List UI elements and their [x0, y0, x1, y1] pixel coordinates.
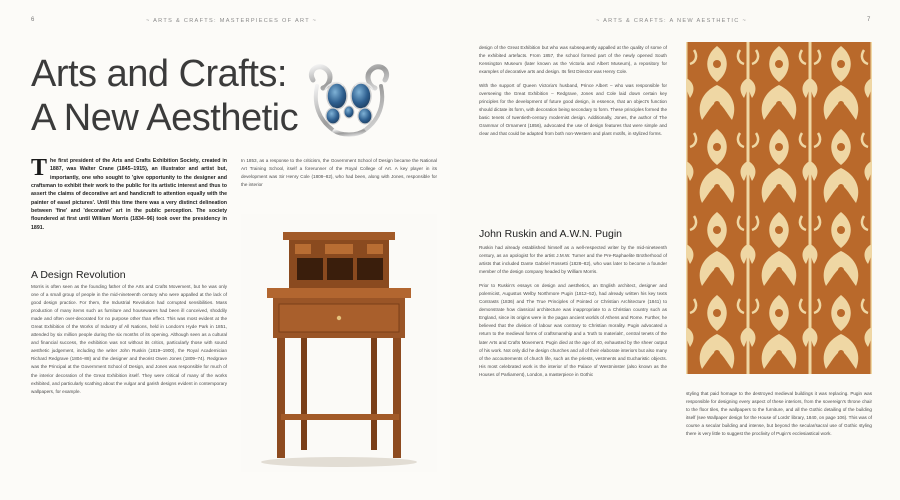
right-running-head: ~ ARTS & CRAFTS: A NEW AESTHETIC ~	[596, 18, 748, 24]
right-page	[450, 0, 900, 500]
ruskin-text-a: Ruskin had already established himself as a well-respected writer by the mid-nineteenth century, as an apologist for the artist J.M.W. Turner and the Pre-Raphaelite Brotherhood of artists that included Dante Gabriel Rossetti (1828–82), who was later to become a founder member of the design company headed by William Morris.	[479, 245, 667, 275]
left-column-2	[241, 157, 437, 189]
heading-ruskin-pugin: John Ruskin and A.W.N. Pugin	[479, 228, 622, 240]
right-folio: 7	[867, 17, 871, 23]
right-col1-text-b: With the support of Queen Victoria's husband, Prince Albert – who was responsible for overseeing the Great Exhibition – Redgrave, Jones and Cole laid down certain key principles for the development of future good design, in essence, that an object's function should dictate its form, with decoration being secondary to form. These principles formed the basic tenets of twentieth-century modernist design. Additionally, Jones, the author of The Grammar of Ornament (1856), advocated the use of design features that were simple and clear and that could be adapted from both non-Western and plant motifs, in stylized forms.	[479, 83, 667, 137]
silver-brooch-illustration	[303, 60, 395, 140]
ruskin-text-b: Prior to Ruskin's essays on design and aesthetics, an English architect, designer and polemicist, Augustus Welby Northmore Pugin (1812–52), had already written his key texts Contrasts (1836) and The True Principles of Pointed or Christian Architecture (1841) to demonstrate how classical architecture was inappropriate to a Christian country such as England, since its origins were in the pagan ancient worlds of Athens and Rome. Further, he believed that the division of labour was contrary to Christian morality. Pugin advocated a return to the medieval forms of craftsmanship and a 'truth to materials', central tenets of the later Arts and Crafts Movement. Pugin died at the age of 40, exhausted by the sheer output of his work. Not only did he design churches and all of their elaborate interiors but also many of the accoutrements of church life, such as the priests, vestments and Eucharistic objects. His most celebrated work is the interior of the Palace of Westminster (also known as the Houses of Parliament), London, a masterpiece in Gothic	[479, 283, 667, 377]
right-col2-text: styling that paid homage to the destroyed medieval buildings it was replacing. Pugin was responsible for designing every aspect of these interiors, from the sovereign's throne chair to the floor tiles, the wallpapers to the furniture, and all the Gothic detailing of the building itself (see Wallpaper design for the House of Lords' library, 1840, on page 106). This was of course a secular building and intense, but beyond the secular/sacral use of Gothic styling there is very little to suggest the proclivity of Pugin's ecclesiastical work.	[686, 391, 872, 437]
right-column-1-top	[479, 44, 667, 139]
page-title	[31, 52, 298, 140]
left-col2-text: In 1853, as a response to the criticism, the Government School of Design became the National Art Training School, itself a forerunner of the Royal College of Art. A key player in its development was Sir Henry Cole (1808–82), who had been, along with Jones, responsible for the interior	[241, 158, 437, 188]
intro-text: he first president of the Arts and Crafts Exhibition Society, created in 1887, was Walter Crane (1845–1915), an illustrator and artist but, importantly, one who sought to 'give opportunity to the designer and craftsman to exhibit their work to the public for its artistic interest and thus to assert the claims of decorative art and handicraft to attention equally with the painter of easel pictures'. Until this time there was a very distinct delineation between 'fine' and 'decorative' art in the public perception. The society floundered at first until William Morris (1834–96) took over the presidency in 1891.	[31, 158, 227, 231]
intro-paragraph	[31, 157, 227, 232]
writing-desk-illustration	[241, 214, 437, 472]
right-col1-text-a: design of the Great Exhibition but who was subsequently appalled at the quality of some of the exhibited artefacts. From 1857, the school formed part of the newly opened South Kensington Museum (later known as the Victoria and Albert Museum), a repository for examples of decorative arts and design. Its first Director was Henry Cole.	[479, 45, 667, 75]
left-running-head: ~ ARTS & CRAFTS: MASTERPIECES OF ART ~	[146, 18, 318, 24]
title-line-1: Arts and Crafts:	[31, 53, 287, 95]
right-column-2	[686, 390, 872, 438]
left-folio: 6	[31, 17, 35, 23]
title-line-2: A New Aesthetic	[31, 97, 299, 139]
gothic-wallpaper-illustration	[686, 42, 872, 374]
drop-cap: T	[31, 155, 48, 181]
design-revolution-text: Morris is often seen as the founding father of the Arts and Crafts Movement, but he was only one of a small group of people in the mid-nineteenth century who were appalled at the lack of good design practice. For them, the Industrial Revolution had corrupted sensibilities. Mass production of many items such as furniture and housewares had been ill conceived, shoddily made and often over-decorated for no purpose other than effect. This was most evident at the Great Exhibition of the Works of Industry of All Nations, held in London's Hyde Park in 1851, attended by six million people during the six months of its opening. Although seen as a cultural and financial success, the exhibition was not without its critics, particularly those with sound aesthetic judgement, including the writer John Ruskin (1819–1900), the Royal Academician Richard Redgrave (1804–88) and the designer and theorist Owen Jones (1809–74). Redgrave was the Principal at the Government School of Design, and Jones was responsible for much of the interior decoration of the Great Exhibition itself. They were critical of many of the works exhibited, and particularly scathing about the vulgar and garish designs evident in contemporary wallpapers, for example.	[31, 284, 227, 394]
heading-design-revolution: A Design Revolution	[31, 269, 126, 281]
left-column-1	[31, 283, 227, 396]
right-column-1-bottom	[479, 244, 667, 379]
